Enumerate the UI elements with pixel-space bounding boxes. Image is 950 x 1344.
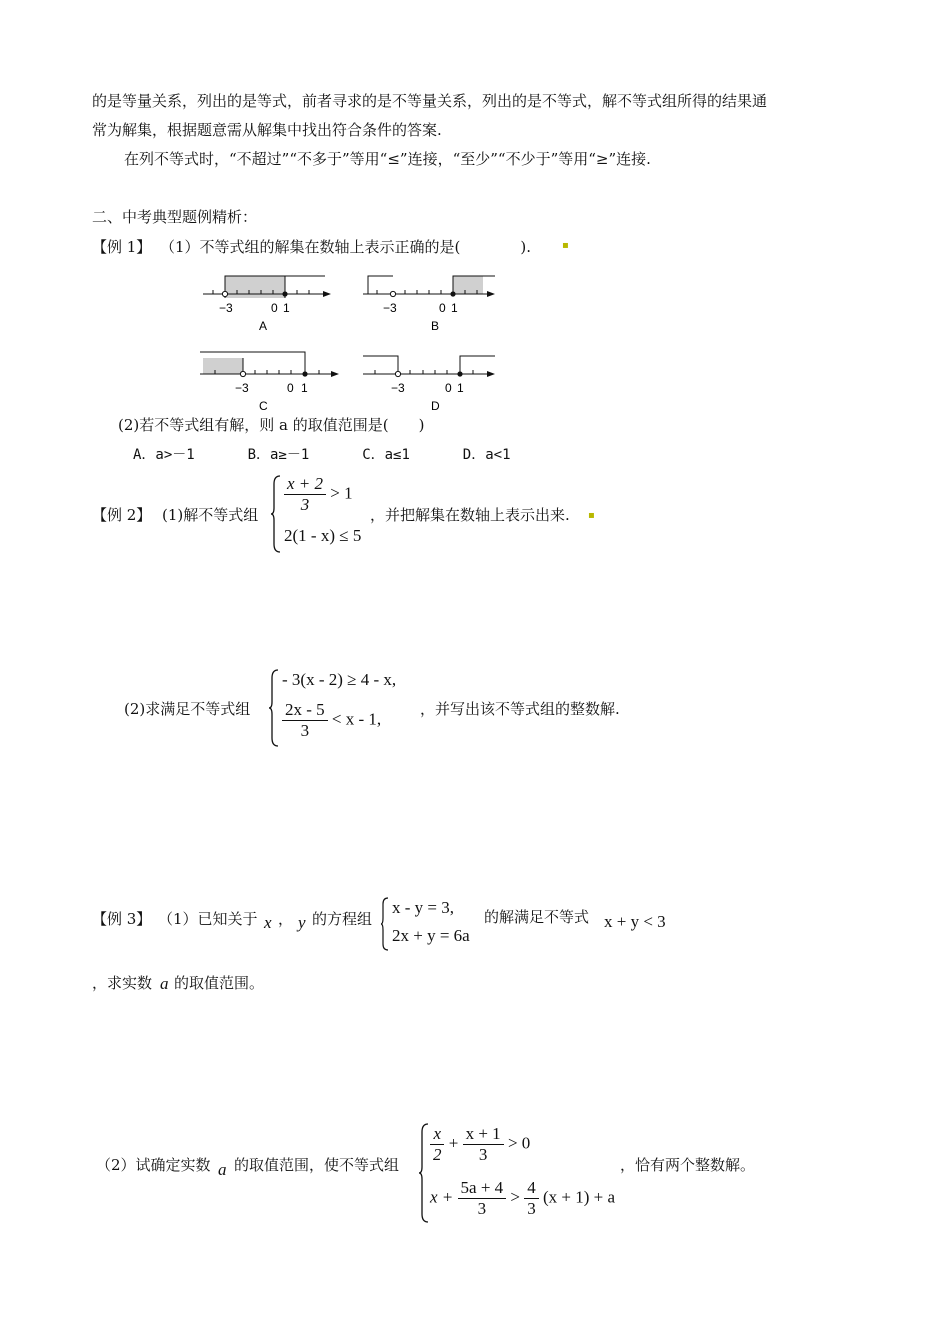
example-3-sys2-line1 bbox=[430, 1124, 530, 1165]
tick-label: 1 bbox=[283, 301, 290, 315]
variable-a: a bbox=[218, 1160, 227, 1179]
example-2-q2-suffix: ，并写出该不等式组的整数解. bbox=[420, 700, 620, 718]
example-2-sys2-line1: - 3(x - 2) ≥ 4 - x, bbox=[282, 670, 397, 689]
system-brace bbox=[380, 896, 390, 952]
variable-y: y bbox=[298, 913, 306, 932]
example-2-q1-suffix: ，并把解集在数轴上表示出来. bbox=[370, 506, 570, 524]
tick-label: −3 bbox=[391, 381, 405, 395]
option-d: D．a<1 bbox=[462, 447, 511, 463]
term-tail: (x + 1) + a bbox=[543, 1187, 616, 1207]
example-2-q2-prefix: (2)求满足不等式组 bbox=[124, 700, 251, 718]
example-3-q1-part-d: ，求实数 bbox=[92, 974, 153, 992]
fraction-numerator: 4 bbox=[524, 1178, 539, 1199]
example-2-sys1-line1 bbox=[284, 474, 353, 515]
tick-label: 1 bbox=[301, 381, 308, 395]
option-label-d: D bbox=[431, 399, 440, 413]
fraction-denominator: 3 bbox=[477, 1199, 487, 1218]
example-3-q1-part-a: （1）已知关于 bbox=[158, 910, 258, 928]
number-line-c bbox=[200, 352, 339, 413]
fraction-numerator: 2x - 5 bbox=[282, 700, 328, 721]
example-3-q1-part-c: 的解满足不等式 bbox=[484, 908, 590, 926]
number-line-b bbox=[363, 276, 495, 333]
tick-label: 0 bbox=[271, 301, 278, 315]
fraction-numerator: 5a + 4 bbox=[458, 1178, 507, 1199]
tick-label: 0 bbox=[287, 381, 294, 395]
fraction-denominator: 3 bbox=[300, 495, 310, 514]
example-3-sys2-line2 bbox=[430, 1178, 615, 1219]
example-3-sys1-line2: 2x + y = 6a bbox=[392, 926, 470, 945]
inequality-rest: < x - 1, bbox=[331, 709, 382, 729]
mark-dot: ▪ bbox=[588, 510, 595, 521]
inequality-rest: > 0 bbox=[507, 1133, 531, 1153]
option-label-b: B bbox=[431, 319, 440, 333]
fraction-denominator: 3 bbox=[478, 1145, 488, 1164]
example-3-q1-part-e: 的取值范围。 bbox=[174, 974, 265, 992]
tick-label: 1 bbox=[457, 381, 464, 395]
fraction-numerator: x + 2 bbox=[284, 474, 326, 495]
option-label-a: A bbox=[259, 319, 268, 333]
fraction-denominator: 3 bbox=[527, 1199, 536, 1218]
example-3-q1-part-b: 的方程组 bbox=[312, 910, 373, 928]
number-line-options-figure bbox=[195, 268, 515, 418]
example-3-q2-part-c: ，恰有两个整数解。 bbox=[620, 1156, 756, 1174]
system-brace bbox=[418, 1122, 430, 1224]
option-b: B．a≥－1 bbox=[247, 447, 310, 463]
tick-label: −3 bbox=[383, 301, 397, 315]
fraction-numerator: x + 1 bbox=[463, 1124, 504, 1145]
tick-label: −3 bbox=[235, 381, 249, 395]
option-c: C．a≤1 bbox=[362, 447, 410, 463]
example-3-q2-part-b: 的取值范围，使不等式组 bbox=[234, 1156, 400, 1174]
number-line-d bbox=[363, 356, 495, 413]
example-1-question-2: (2)若不等式组有解，则 a 的取值范围是( ) bbox=[118, 416, 425, 434]
intro-line-3: 在列不等式时，“不超过”“不多于”等用“≤”连接，“至少”“不少于”等用“≥”连接. bbox=[124, 150, 651, 168]
option-label-c: C bbox=[259, 399, 268, 413]
fraction-numerator: x bbox=[430, 1124, 444, 1145]
system-brace bbox=[270, 474, 282, 554]
example-1-question-1: （1）不等式组的解集在数轴上表示正确的是( ). bbox=[160, 238, 532, 256]
variable-x: x bbox=[264, 913, 272, 932]
tick-label: 1 bbox=[451, 301, 458, 315]
example-3-tag: 【例 3】 bbox=[92, 910, 152, 928]
tick-label: 0 bbox=[445, 381, 452, 395]
fraction-denominator: 3 bbox=[300, 721, 310, 740]
greater-than: > bbox=[510, 1187, 521, 1207]
example-1-options bbox=[133, 444, 511, 464]
inequality-x-plus-y: x + y < 3 bbox=[604, 912, 666, 931]
comma: ， bbox=[278, 910, 294, 928]
intro-line-1: 的是等量关系，列出的是等式，前者寻求的是不等量关系，列出的是不等式，解不等式组所得的结果通 bbox=[92, 92, 768, 110]
section-title: 二、中考典型题例精析： bbox=[92, 208, 258, 226]
fraction-denominator: 2 bbox=[433, 1145, 442, 1164]
tick-label: −3 bbox=[219, 301, 233, 315]
example-1-tag: 【例 1】 bbox=[92, 238, 152, 256]
system-brace bbox=[268, 668, 280, 748]
mark-dot: ▪ bbox=[562, 240, 569, 251]
number-line-a bbox=[203, 276, 331, 333]
variable-a: a bbox=[160, 974, 169, 993]
option-a: A．a>－1 bbox=[133, 447, 195, 463]
term-x: x + bbox=[430, 1187, 454, 1207]
example-2-sys1-line2: 2(1 - x) ≤ 5 bbox=[284, 526, 362, 545]
example-3-sys1-line1: x - y = 3, bbox=[392, 898, 454, 917]
intro-line-2: 常为解集，根据题意需从解集中找出符合条件的答案. bbox=[92, 121, 442, 139]
example-3-q2-part-a: （2）试确定实数 bbox=[96, 1156, 211, 1174]
example-2-sys2-line2 bbox=[282, 700, 381, 741]
example-2-q1-prefix: (1)解不等式组 bbox=[162, 506, 259, 524]
inequality-rest: > 1 bbox=[330, 483, 353, 503]
tick-label: 0 bbox=[439, 301, 446, 315]
example-2-tag: 【例 2】 bbox=[92, 506, 152, 524]
plus-sign: + bbox=[448, 1133, 459, 1153]
